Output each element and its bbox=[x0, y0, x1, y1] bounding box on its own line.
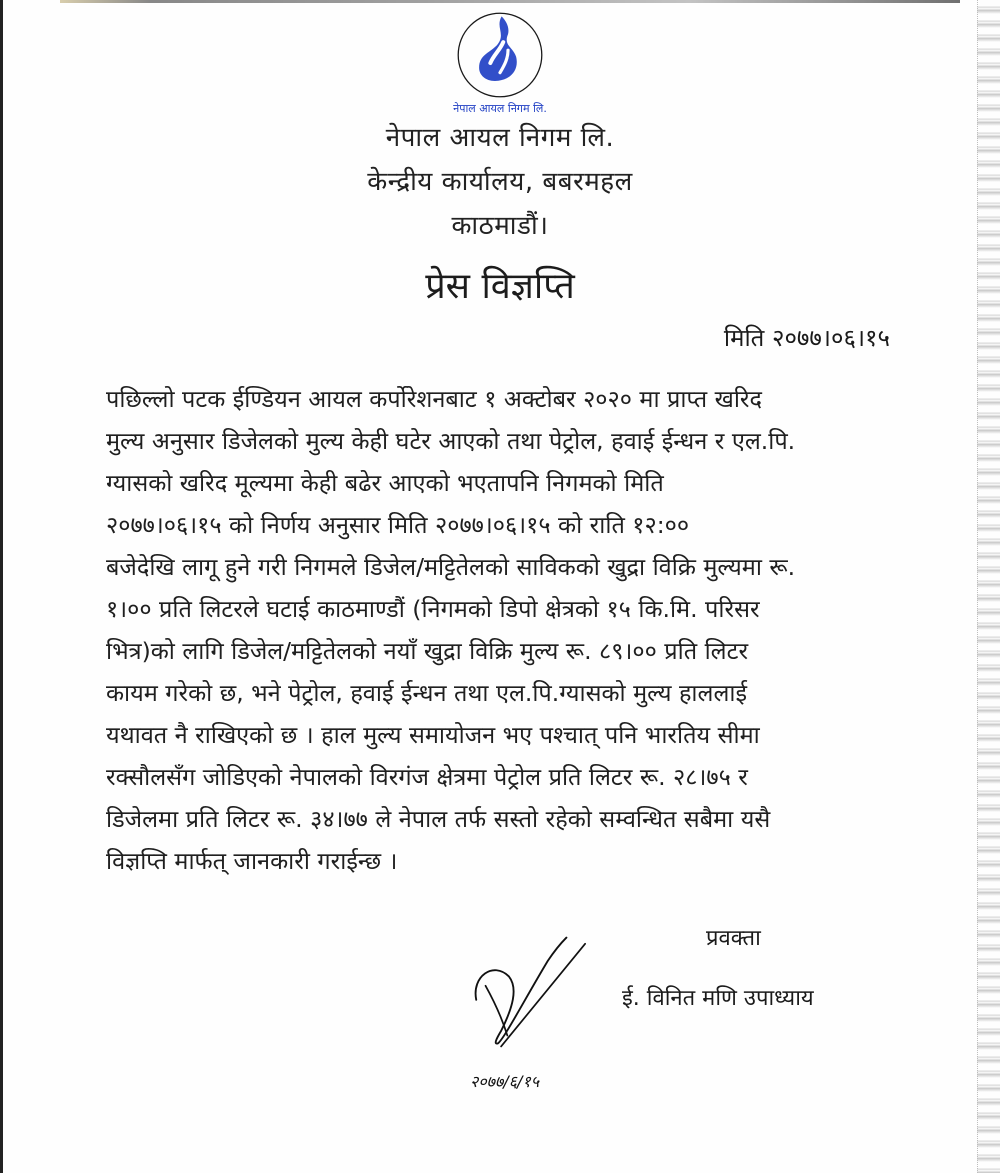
logo-ring-text: नेपाल आयल निगम लि. bbox=[453, 102, 547, 115]
body-line: पछिल्लो पटक ईण्डियन आयल कर्पोरेशनबाट १ अक्टोबर २०२० मा प्राप्त खरिद bbox=[106, 385, 762, 413]
signature-block bbox=[0, 912, 1000, 1091]
body-line: भित्र)को लागि डिजेल/मट्टितेलको नयाँ खुद्रा विक्रि मुल्य रू. ८९।०० प्रति लिटर bbox=[106, 637, 749, 665]
body-line: १।०० प्रति लिटरले घटाई काठमाण्डौं (निगमको डिपो क्षेत्रको १५ कि.मि. परिसर bbox=[106, 595, 760, 623]
body-paragraph bbox=[106, 378, 930, 882]
signature-date: २०७७/६/१५ bbox=[470, 1072, 540, 1091]
logo-block bbox=[0, 10, 1000, 116]
organization-name: नेपाल आयल निगम लि. bbox=[385, 123, 615, 153]
body-line: यथावत नै राखिएको छ । हाल मुल्य समायोजन भए पश्चात् पनि भारतिय सीमा bbox=[106, 721, 760, 749]
city: काठमाडौं। bbox=[451, 211, 549, 241]
body-line: डिजेलमा प्रति लिटर रू. ३४।७७ ले नेपाल तर्फ सस्तो रहेको सम्वन्धित सबैमा यसै bbox=[106, 805, 771, 833]
body-line: ग्यासको खरिद मूल्यमा केही बढेर आएको भएतापनि निगमको मिति bbox=[106, 469, 664, 497]
handwritten-signature-icon bbox=[470, 912, 610, 1072]
nepal-oil-corporation-logo-icon bbox=[455, 10, 545, 100]
body-line: बजेदेखि लागू हुने गरी निगमले डिजेल/मट्टितेलको साविकको खुद्रा विक्रि मुल्यमा रू. bbox=[106, 553, 796, 581]
body-line: कायम गरेको छ, भने पेट्रोल, हवाई ईन्धन तथा एल.पि.ग्यासको मुल्य हाललाई bbox=[106, 679, 748, 707]
body-line: २०७७।०६।१५ को निर्णय अनुसार मिति २०७७।०६।१५ को राति १२:०० bbox=[106, 511, 690, 539]
letterhead bbox=[0, 0, 1000, 248]
document-title: प्रेस विज्ञप्ति bbox=[425, 266, 575, 307]
spokesperson-title: प्रवक्ता bbox=[706, 926, 761, 951]
office-address: केन्द्रीय कार्यालय, बबरमहल bbox=[367, 167, 633, 197]
body-line: रक्सौलसँग जोडिएको नेपालको विरगंज क्षेत्रमा पेट्रोल प्रति लिटर रू. २८।७५ र bbox=[106, 763, 748, 791]
body-line: मुल्य अनुसार डिजेलको मुल्य केही घटेर आएको तथा पेट्रोल, हवाई ईन्धन र एल.पि. bbox=[106, 427, 796, 455]
document-date: मिति २०७७।०६।१५ bbox=[723, 324, 890, 352]
spokesperson-name: ई. विनित मणि उपाध्याय bbox=[622, 986, 814, 1011]
body-line: विज्ञप्ति मार्फत् जानकारी गराईन्छ । bbox=[106, 847, 398, 875]
